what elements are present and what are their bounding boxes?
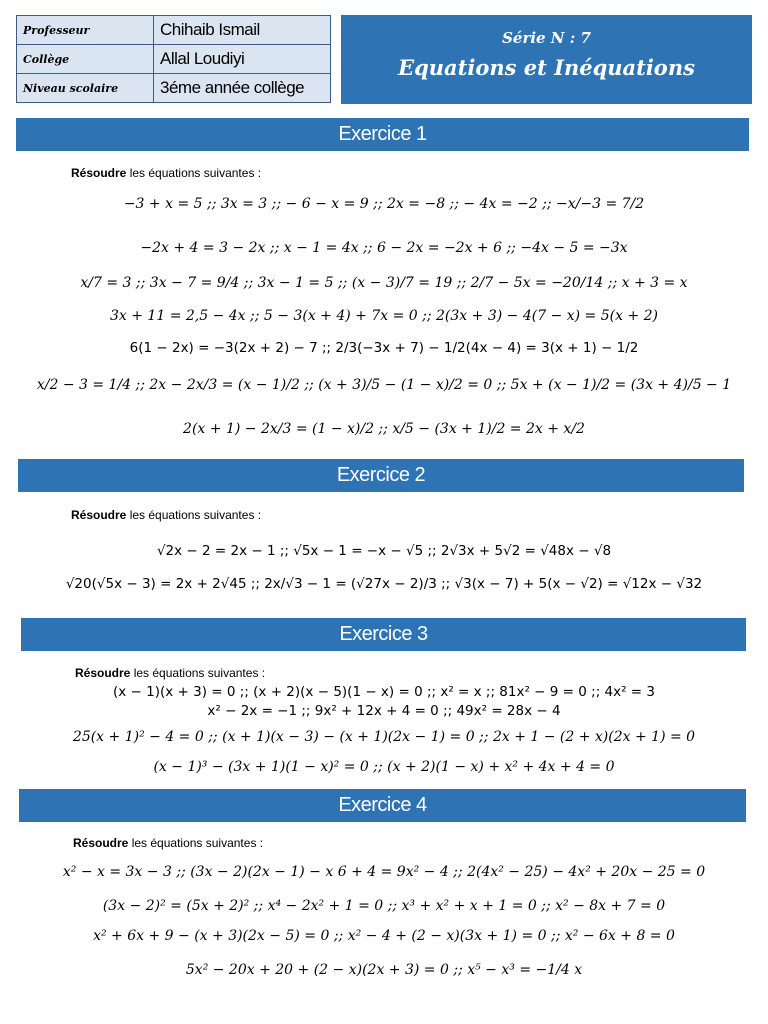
info-label: Niveau scolaire — [17, 74, 154, 103]
info-table — [16, 15, 331, 103]
exercise-2-header: Exercice 2 — [18, 459, 744, 492]
exercise-4-instruction — [73, 836, 263, 850]
instruction-text: les équations suivantes : — [130, 666, 266, 680]
equation-line: 2(x + 1) − 2x/3 = (1 − x)/2 ;; x/5 − (3x + 1)/2 = 2x + x/2 — [183, 421, 585, 437]
info-value: 3éme année collège — [154, 74, 331, 103]
exercise-2-instruction — [71, 508, 261, 522]
info-value: Allal Loudiyi — [154, 45, 331, 74]
instruction-text: les équations suivantes : — [126, 508, 262, 522]
equation-line: x² + 6x + 9 − (x + 3)(2x − 5) = 0 ;; x² − 4 + (2 − x)(3x + 1) = 0 ;; x² − 6x + 8 = 0 — [93, 928, 675, 944]
equation-line: (3x − 2)² = (5x + 2)² ;; x⁴ − 2x² + 1 = 0 ;; x³ + x² + x + 1 = 0 ;; x² − 8x + 7 = 0 — [102, 898, 666, 914]
exercise-3-header: Exercice 3 — [21, 618, 746, 651]
instruction-verb: Résoudre — [71, 166, 127, 180]
exercise-3-instruction — [75, 666, 265, 680]
exercise-1-header: Exercice 1 — [16, 118, 749, 151]
info-value: Chihaib Ismail — [154, 16, 331, 45]
instruction-verb: Résoudre — [71, 508, 127, 522]
equation-line: 6(1 − 2x) = −3(2x + 2) − 7 ;; 2/3(−3x + 7) − 1/2(4x − 4) = 3(x + 1) − 1/2 — [129, 340, 639, 356]
equation-line: x² − 2x = −1 ;; 9x² + 12x + 4 = 0 ;; 49x² = 28x − 4 — [207, 703, 561, 719]
equation-line: (x − 1)(x + 3) = 0 ;; (x + 2)(x − 5)(1 − x) = 0 ;; x² = x ;; 81x² − 9 = 0 ;; 4x² = 3 — [112, 684, 656, 700]
equation-line: x² − x = 3x − 3 ;; (3x − 2)(2x − 1) − x 6 + 4 = 9x² − 4 ;; 2(4x² − 25) − 4x² + 20x − 25 = 0 — [62, 864, 706, 880]
instruction-verb: Résoudre — [75, 666, 131, 680]
equation-line: x/2 − 3 = 1/4 ;; 2x − 2x/3 = (x − 1)/2 ;; (x + 3)/5 − (1 − x)/2 = 0 ;; 5x + (x − 1)/2 = (3x + 4)/5 − 1 — [36, 377, 732, 393]
equation-line: x/7 = 3 ;; 3x − 7 = 9/4 ;; 3x − 1 = 5 ;; (x − 3)/7 = 19 ;; 2/7 − 5x = −20/14 ;; x + 3 = x — [80, 275, 688, 291]
exercise-4-header: Exercice 4 — [19, 789, 746, 822]
series-title: Equations et Inéquations — [398, 55, 695, 80]
equation-line: √20(√5x − 3) = 2x + 2√45 ;; 2x/√3 − 1 = (√27x − 2)/3 ;; √3(x − 7) + 5(x − √2) = √12x − √32 — [65, 576, 703, 592]
equation-line: 25(x + 1)² − 4 = 0 ;; (x + 1)(x − 3) − (x + 1)(2x − 1) = 0 ;; 2x + 1 − (2 + x)(2x + 1) = 0 — [72, 729, 696, 745]
equation-line: −3 + x = 5 ;; 3x = 3 ;; − 6 − x = 9 ;; 2x = −8 ;; − 4x = −2 ;; −x/−3 = 7/2 — [123, 196, 645, 212]
equation-line: (x − 1)³ − (3x + 1)(1 − x)² = 0 ;; (x + 2)(1 − x) + x² + 4x + 4 = 0 — [153, 759, 615, 775]
info-row — [17, 74, 331, 103]
info-label: Collège — [17, 45, 154, 74]
instruction-text: les équations suivantes : — [126, 166, 262, 180]
exercise-1-instruction — [71, 166, 261, 180]
info-row — [17, 45, 331, 74]
equation-line: 3x + 11 = 2,5 − 4x ;; 5 − 3(x + 4) + 7x = 0 ;; 2(3x + 3) − 4(7 − x) = 5(x + 2) — [110, 308, 658, 324]
info-row — [17, 16, 331, 45]
equation-line: 5x² − 20x + 20 + (2 − x)(2x + 3) = 0 ;; x⁵ − x³ = −1/4 x — [185, 962, 583, 978]
equation-line: √2x − 2 = 2x − 1 ;; √5x − 1 = −x − √5 ;; 2√3x + 5√2 = √48x − √8 — [156, 543, 612, 559]
info-label: Professeur — [17, 16, 154, 45]
series-banner — [341, 15, 752, 104]
equation-line: −2x + 4 = 3 − 2x ;; x − 1 = 4x ;; 6 − 2x = −2x + 6 ;; −4x − 5 = −3x — [140, 240, 628, 256]
instruction-verb: Résoudre — [73, 836, 129, 850]
series-number: Série N : 7 — [502, 29, 591, 47]
instruction-text: les équations suivantes : — [128, 836, 264, 850]
